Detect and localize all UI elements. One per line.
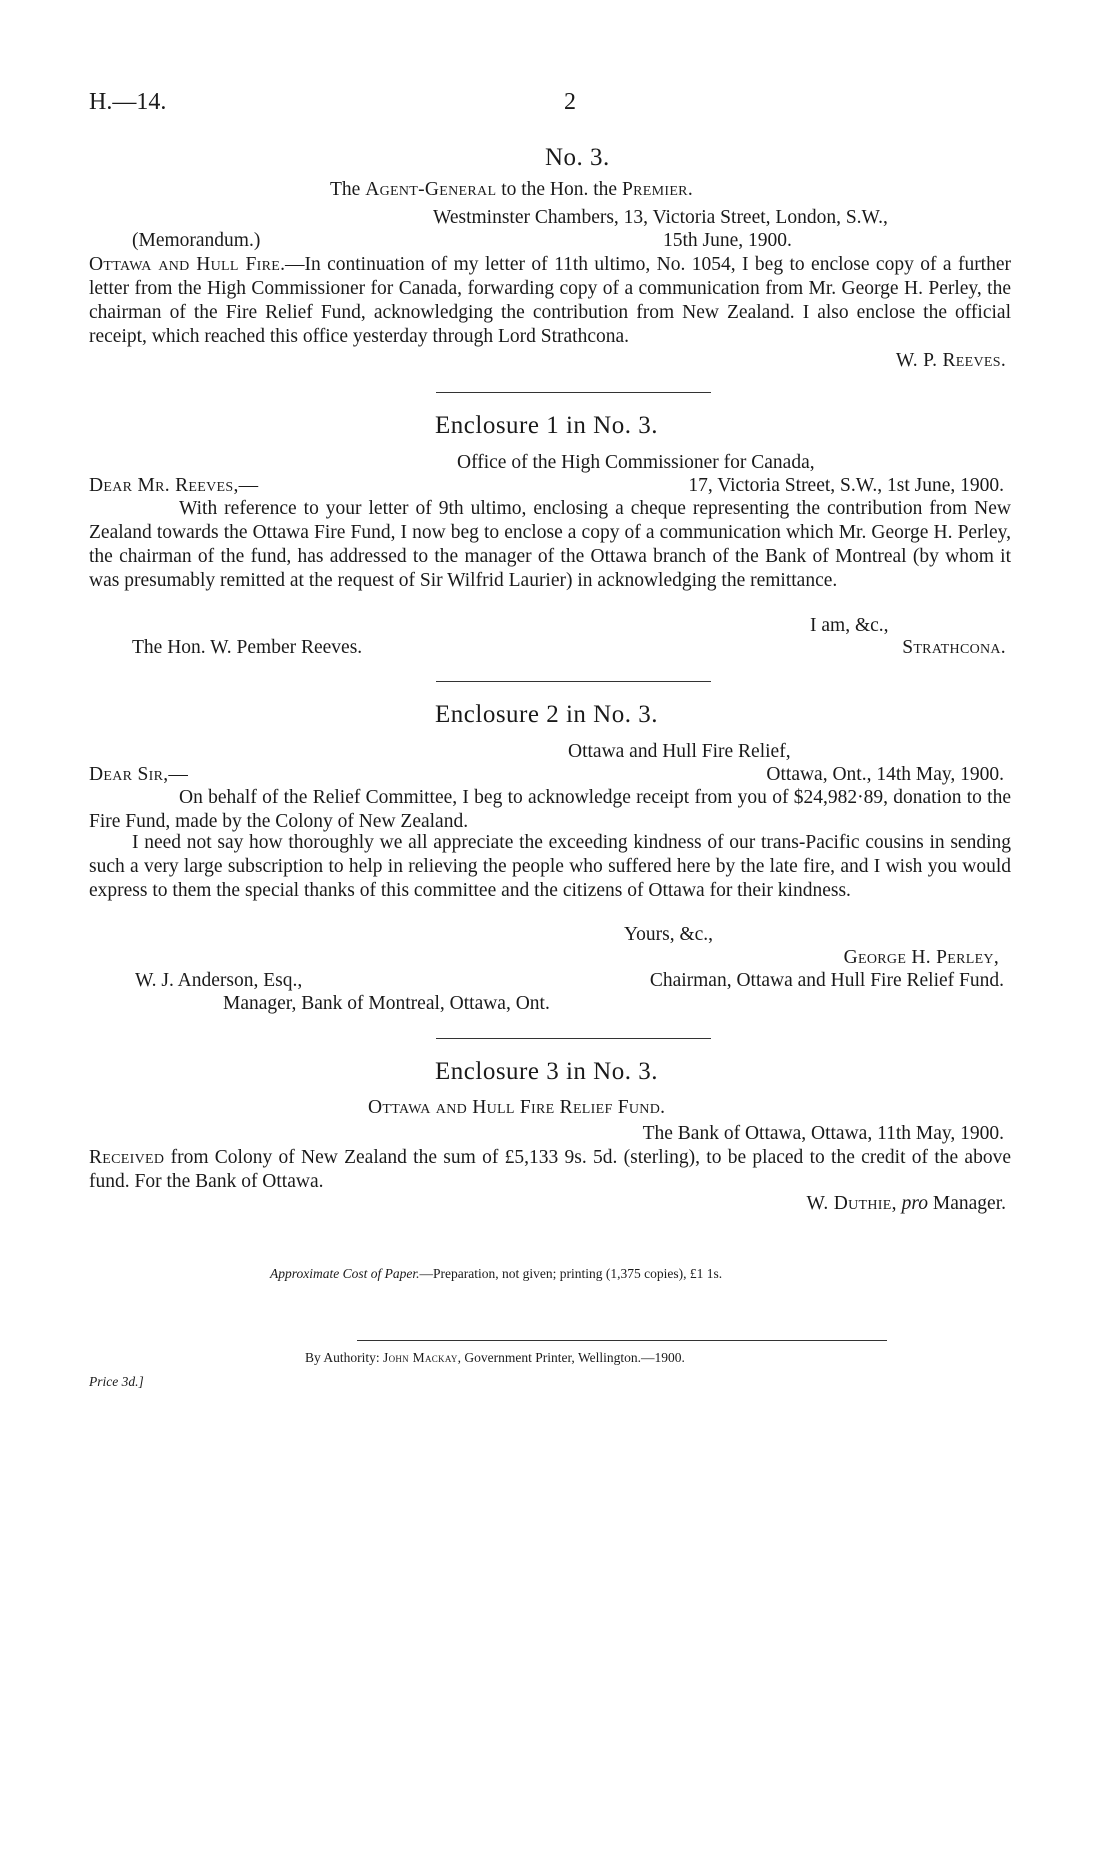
letter-from-to: The Agent-General to the Hon. the Premier. — [330, 179, 693, 200]
section-divider — [436, 392, 711, 393]
letter-memo-label: (Memorandum.) — [132, 230, 261, 251]
letter-subject: Ottawa and Hull Fire — [89, 254, 281, 275]
letter-date: 15th June, 1900. — [663, 230, 792, 251]
enclosure1-signature: Strathcona. — [902, 637, 1006, 658]
enclosure2-signature-name: George H. Perley, — [843, 947, 999, 968]
enclosure2-signature-title: Chairman, Ottawa and Hull Fire Relief Fund. — [649, 970, 1004, 991]
enclosure1-closing: I am, &c., — [810, 615, 889, 636]
enclosure3-heading: Enclosure 3 in No. 3. — [435, 1058, 658, 1085]
enclosure1-salutation: Dear Mr. Reeves,— — [89, 475, 259, 496]
price-label: Price 3d.] — [89, 1374, 144, 1389]
printer-authority: By Authority: John Mackay, Government Printer, Wellington.—1900. — [305, 1350, 685, 1365]
enclosure2-salutation: Dear Sir,— — [89, 764, 189, 785]
page-number: 2 — [564, 89, 576, 115]
letter-body: Ottawa and Hull Fire.—In continuation of my letter of 11th ultimo, No. 1054, I beg to enclose copy of a further letter from the High Commissioner for Canada, forwarding copy of a communication from Mr. George H. Perley, the chairman of the Fire Relief Fund, acknowledging the contribution from New Zealand. I also enclose the official receipt, which reached this office yesterday through Lord Strathcona. — [89, 254, 1012, 347]
enclosure1-heading: Enclosure 1 in No. 3. — [435, 412, 658, 439]
enclosure2-closing: Yours, &c., — [624, 924, 714, 945]
enclosure3-date: The Bank of Ottawa, Ottawa, 11th May, 1900. — [642, 1123, 1004, 1144]
enclosure3-signature: W. Duthie, pro Manager. — [806, 1193, 1006, 1214]
enclosure1-address: Office of the High Commissioner for Canada, — [457, 452, 815, 473]
enclosure1-body: With reference to your letter of 9th ultimo, enclosing a cheque representing the contribution from New Zealand towards the Ottawa Fire Fund, I now beg to enclose a copy of a communication which Mr. George H. Perley, the chairman of the fund, has addressed to the manager of the Ottawa branch of the Bank of Montreal (by whom it was presumably remitted at the request of Sir Wilfrid Laurier) in acknowledging the remittance. — [89, 498, 1011, 591]
letter-address: Westminster Chambers, 13, Victoria Street, London, S.W., — [433, 207, 888, 228]
enclosure2-heading: Enclosure 2 in No. 3. — [435, 701, 658, 728]
cost-of-paper-note: Approximate Cost of Paper.—Preparation, not given; printing (1,375 copies), £1 1s. — [270, 1266, 723, 1281]
enclosure1-date: 17, Victoria Street, S.W., 1st June, 1900. — [688, 475, 1004, 496]
enclosure3-fund-title: Ottawa and Hull Fire Relief Fund. — [368, 1097, 666, 1118]
enclosure1-addressee: The Hon. W. Pember Reeves. — [132, 637, 363, 658]
enclosure2-addressee-title: Manager, Bank of Montreal, Ottawa, Ont. — [223, 993, 550, 1014]
enclosure2-addressee-name: W. J. Anderson, Esq., — [135, 970, 303, 991]
enclosure2-para2: I need not say how thoroughly we all appreciate the exceeding kindness of our trans-Pacific cousins in sending such a very large subscription to help in relieving the people who suffered here by the late fire, and I wish you would express to them the special thanks of this committee and the citizens of Ottawa for their kindness. — [89, 832, 1011, 901]
enclosure2-address: Ottawa and Hull Fire Relief, — [568, 741, 791, 762]
enclosure3-body: Received from Colony of New Zealand the sum of £5,133 9s. 5d. (sterling), to be placed to the credit of the above fund. For the Bank of Ottawa. — [89, 1147, 1011, 1192]
enclosure2-date: Ottawa, Ont., 14th May, 1900. — [766, 764, 1004, 785]
section-divider — [436, 1038, 711, 1039]
letter-heading: No. 3. — [545, 144, 610, 171]
letter-signature: W. P. Reeves. — [895, 350, 1006, 371]
authority-rule — [357, 1340, 887, 1341]
enclosure2-para1: On behalf of the Relief Committee, I beg to acknowledge receipt from you of $24,982·89, donation to the Fire Fund, made by the Colony of New Zealand. — [89, 787, 1011, 832]
section-divider — [436, 681, 711, 682]
doc-code: H.—14. — [89, 89, 167, 115]
